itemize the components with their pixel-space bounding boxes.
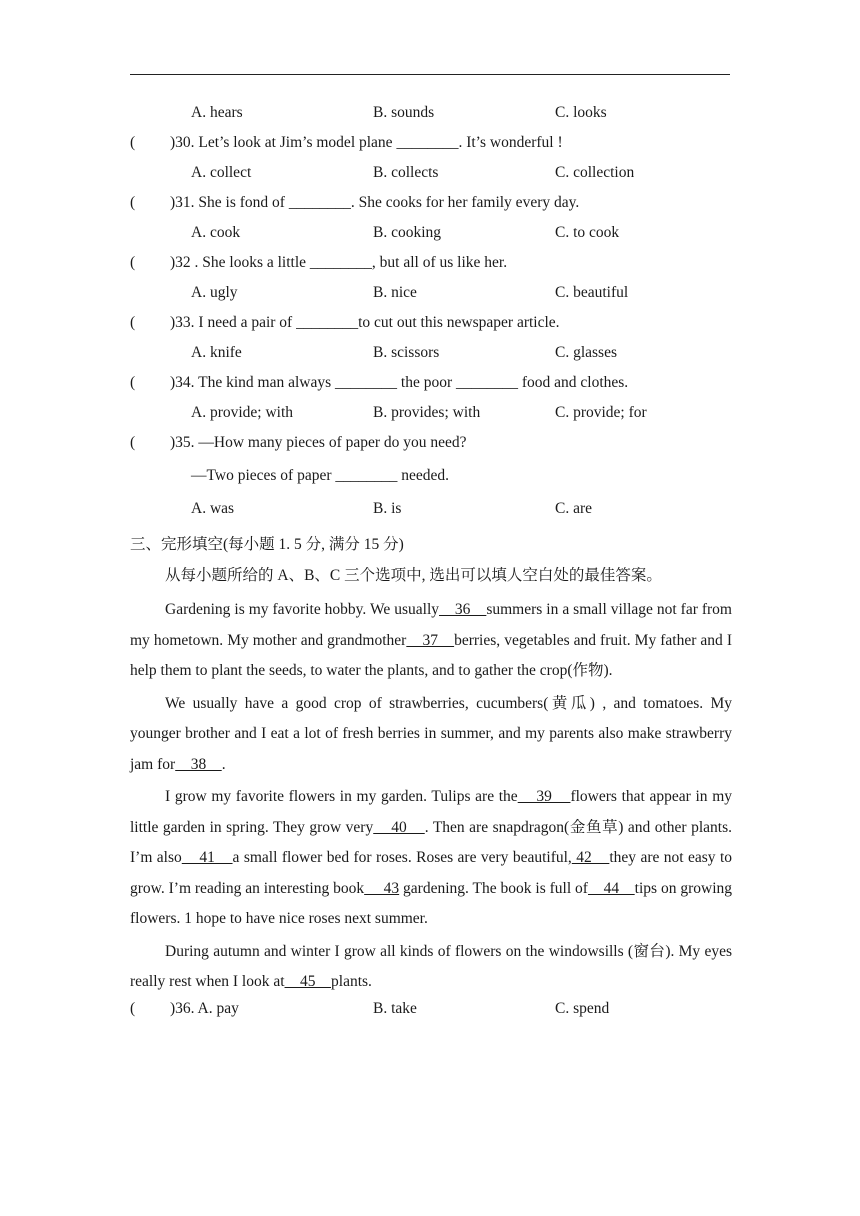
option-c: C. provide; for [555,404,647,421]
passage-text: berries, vegetables and fruit. My father and I help them to plant the seeds, to water the plants, and to gather the crop(作物). [130,631,732,679]
option-c: C. spend [555,999,610,1017]
option-b: B. collects [373,164,439,181]
question-text: )30. Let’s look at Jim’s model plane ________. It’s wonderful ! [170,134,563,151]
passage-paragraph-1 [130,595,732,687]
blank-44: 44 [587,879,635,897]
question-text: )35. —How many pieces of paper do you need? [170,434,467,451]
question-32 [130,254,732,284]
blank-45: 45 [284,973,332,990]
passage-text: a small flower bed for roses. Roses are very beautiful, [232,849,572,866]
worksheet-content [130,104,732,1030]
question-35 [130,434,732,467]
question-30 [130,134,732,164]
blank-37: 37 [406,631,455,649]
question-text: )31. She is fond of ________. She cooks for her family every day. [170,194,580,211]
options-q34 [130,404,732,434]
passage-text: summers in a small village not far from my hometown. My mother and grandmother [130,601,732,649]
blank-39: 39 [517,788,571,805]
passage-text: During autumn and winter I grow all kinds of flowers on the windowsills (窗台). My eyes really rest when I look at [130,942,732,990]
passage-text: . [221,755,226,773]
option-c: C. are [555,500,593,517]
option-a: A. was [191,500,235,517]
blank-38: 38 [175,755,222,773]
option-a: A. collect [191,164,252,181]
option-c: C. collection [555,164,635,181]
option-b: B. is [373,500,402,517]
question-33 [130,314,732,344]
option-b: B. nice [373,284,417,301]
passage-text: plants. [331,973,372,990]
question-text: )33. I need a pair of ________to cut out this newspaper article. [170,314,560,331]
option-b: B. provides; with [373,404,481,421]
blank-42: 42 [571,849,610,866]
option-a: A. hears [191,104,243,121]
options-q35 [130,500,732,532]
option-c: C. to cook [555,224,620,241]
question-34 [130,374,732,404]
option-a: A. cook [191,224,241,241]
option-c: C. beautiful [555,284,629,301]
options-q33 [130,344,732,374]
passage-text: flowers that appear in my little garden in spring. They grow very [130,788,733,836]
option-b: B. take [373,999,417,1017]
question-36 [130,1000,732,1030]
option-b: B. sounds [373,104,435,121]
passage-paragraph-4 [130,937,732,998]
option-c: C. glasses [555,344,617,361]
blank-36: 36 [439,601,487,618]
blank-41: 41 [181,849,233,866]
options-q29 [130,104,732,134]
passage-text: gardening. The book is full of [399,879,588,897]
option-a: A. provide; with [191,404,294,421]
question-31 [130,194,732,224]
question-35-reply: —Two pieces of paper ________ needed. [191,467,450,484]
passage-text: they are not easy to grow. I’m reading an interesting book [130,849,733,897]
section-heading: 三、完形填空(每小题 1. 5 分, 满分 15 分) [130,536,404,553]
option-a: A. knife [191,344,242,361]
answer-paren: ( [130,434,136,451]
answer-paren: ( [130,374,136,391]
options-q31 [130,224,732,254]
answer-paren: ( [130,194,136,211]
top-rule [130,74,730,75]
options-q32 [130,284,732,314]
option-b: B. scissors [373,344,440,361]
option-b: B. cooking [373,224,442,241]
question-text: )32 . She looks a little ________, but all of us like her. [170,254,508,271]
blank-43: 43 [364,879,400,897]
answer-paren: ( [130,999,136,1017]
passage-text: Gardening is my favorite hobby. We usually [165,601,440,618]
passage-text: We usually have a good crop of strawberries, cucumbers(黄瓜) , and tomatoes. My younger brother and I eat a lot of fresh berries in summer, and my parents also make strawberry jam for [130,694,732,773]
passage-text: I grow my favorite flowers in my garden. Tulips are the [165,788,518,805]
answer-paren: ( [130,134,136,151]
answer-paren: ( [130,254,136,271]
option-a: A. ugly [191,284,238,301]
option-c: C. looks [555,104,607,121]
question-text: )36. A. pay [170,999,239,1017]
passage-text: tips on growing flowers. 1 hope to have nice roses next summer. [130,879,733,927]
options-q30 [130,164,732,194]
answer-paren: ( [130,314,136,331]
passage-paragraph-2 [130,689,732,781]
passage-paragraph-3 [130,782,732,935]
passage-text: . Then are snapdragon(金鱼草) and other plants. I’m also [130,818,732,866]
question-text: )34. The kind man always ________ the poor ________ food and clothes. [170,374,629,391]
section-instruction: 从每小题所给的 A、B、C 三个选项中, 选出可以填人空白处的最佳答案。 [165,567,662,584]
blank-40: 40 [373,818,425,836]
